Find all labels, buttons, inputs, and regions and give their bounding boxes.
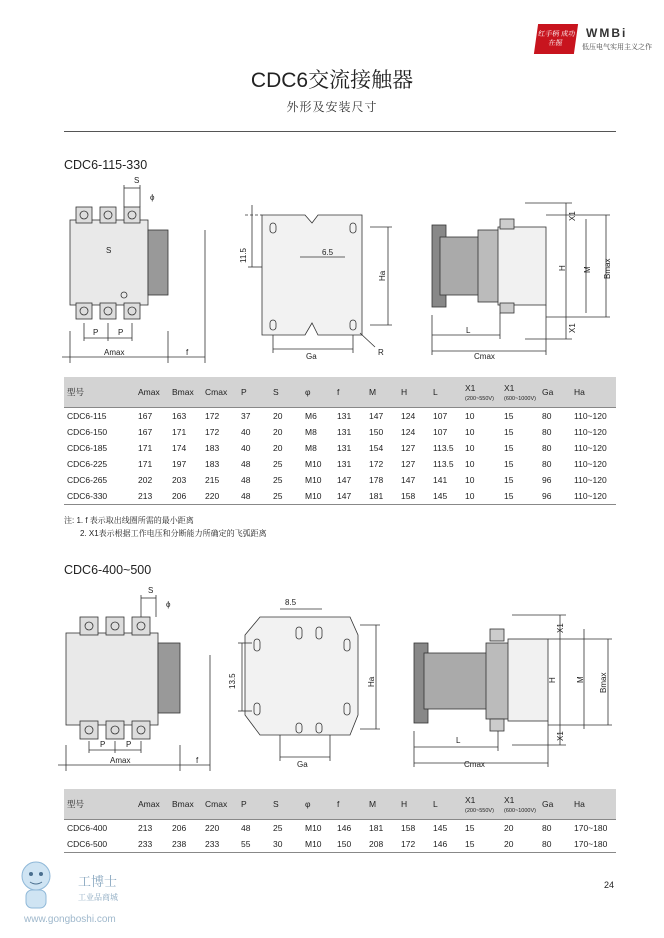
- table-cell: CDC6-265: [67, 475, 108, 485]
- column-header-sub: (200~550V): [465, 807, 494, 814]
- column-header: [238, 789, 270, 820]
- table-cell: 48: [241, 459, 251, 469]
- side-view-drawing: [432, 203, 610, 355]
- column-header: [539, 377, 571, 408]
- dim-Cmax-label: Cmax: [474, 352, 495, 361]
- dim-Ha-label: Ha: [378, 270, 387, 281]
- column-header-label: H: [401, 799, 408, 809]
- table-cell: 183: [205, 459, 220, 469]
- table-cell: CDC6-330: [64, 488, 135, 505]
- dim-M-label-2: M: [576, 676, 585, 683]
- table-cell: M6: [305, 411, 317, 421]
- table-cell: 110~120: [574, 475, 607, 485]
- table-cell: 146: [337, 823, 352, 833]
- table-cell: M10: [305, 823, 322, 833]
- table-cell: 150: [334, 836, 366, 853]
- table-cell: 15: [504, 475, 514, 485]
- table-header-row: [64, 789, 616, 820]
- table-cell: 163: [172, 411, 187, 421]
- table-cell: 170~180: [571, 836, 616, 853]
- table-cell: CDC6-150: [67, 427, 108, 437]
- table-row: [64, 424, 616, 440]
- table-cell: M8: [305, 443, 317, 453]
- table-cell: 203: [172, 475, 187, 485]
- column-header-label: L: [433, 799, 438, 809]
- note-2: 2. X1表示根据工作电压和分断能力所确定的飞弧距离: [80, 529, 267, 538]
- column-header-label: P: [241, 799, 247, 809]
- table-cell: M8: [305, 427, 317, 437]
- table-cell: 110~120: [574, 427, 607, 437]
- column-header-label: 型号: [67, 387, 85, 397]
- column-header: [571, 377, 616, 408]
- column-header-label: M: [369, 799, 377, 809]
- note-1: 注: 1. f 表示取出线圈所需的最小距离: [64, 516, 194, 525]
- column-header: [135, 377, 169, 408]
- dim-H-label-2: H: [548, 677, 557, 683]
- table-cell: 158: [401, 823, 416, 833]
- table-cell: 233: [202, 836, 238, 853]
- table-cell: 146: [430, 836, 462, 853]
- column-header-label: X1: [504, 794, 515, 805]
- column-header-label: Ha: [574, 387, 585, 397]
- brand-slogan: 低压电气实用主义之作: [582, 44, 652, 51]
- table-cell: 154: [369, 443, 384, 453]
- table-cell: 10: [462, 488, 501, 505]
- table-row: [64, 488, 616, 505]
- column-header: [539, 789, 571, 820]
- column-header-sub: (600~1000V): [504, 807, 536, 814]
- page-title: CDC6交流接触器: [250, 69, 414, 92]
- section1-notes: [64, 514, 267, 540]
- brand-name: WMBi: [586, 26, 628, 40]
- column-header: [430, 789, 462, 820]
- table-row: [64, 472, 616, 488]
- dim-phi-label-2: ϕ: [166, 600, 171, 609]
- table-cell: CDC6-115: [67, 411, 107, 421]
- table-cell: 80: [539, 836, 571, 853]
- column-header: [462, 377, 501, 408]
- table-cell: CDC6-400: [67, 823, 108, 833]
- table-row: [64, 408, 616, 425]
- column-header: [366, 377, 398, 408]
- table-cell: 131: [337, 411, 352, 421]
- column-header: [334, 377, 366, 408]
- dim-13-5-label: 13.5: [228, 673, 237, 689]
- column-header-label: X1: [465, 382, 476, 393]
- table-cell: CDC6-225: [67, 459, 108, 469]
- column-header-label: L: [433, 387, 438, 397]
- page-number: 24: [604, 880, 615, 890]
- dim-8-5-label: 8.5: [285, 598, 297, 607]
- table-cell: 145: [433, 823, 448, 833]
- table-cell: 15: [504, 443, 514, 453]
- table-cell: M10: [302, 488, 334, 505]
- dim-11-5-label: 11.5: [239, 248, 248, 263]
- table-cell: 96: [542, 475, 552, 485]
- table-cell: 150: [369, 427, 384, 437]
- watermark-logo: [14, 850, 174, 930]
- table-cell: 15: [465, 823, 475, 833]
- dim-P2-label-2: P: [126, 740, 132, 749]
- table-cell: 167: [138, 427, 153, 437]
- column-header-label: Ha: [574, 799, 585, 809]
- table-cell: 80: [542, 411, 552, 421]
- dim-f-label-2: f: [196, 756, 199, 765]
- table-cell: 220: [205, 823, 220, 833]
- table-cell: 172: [398, 836, 430, 853]
- table-cell: 131: [337, 427, 352, 437]
- column-header: [462, 789, 501, 820]
- dim-S-label-2: S: [148, 586, 154, 595]
- table-cell: 183: [205, 443, 220, 453]
- column-header-label: Bmax: [172, 799, 194, 809]
- column-header: [398, 789, 430, 820]
- column-header: [571, 789, 616, 820]
- column-header: [169, 377, 202, 408]
- table-cell: 170~180: [574, 823, 608, 833]
- dim-X1-bottom-label-2: X1: [556, 731, 565, 741]
- table-cell: 208: [366, 836, 398, 853]
- column-header: [135, 789, 169, 820]
- table-cell: 48: [241, 475, 251, 485]
- table-cell: 107: [433, 411, 448, 421]
- table-cell: 127: [401, 459, 416, 469]
- table-cell: 40: [241, 443, 251, 453]
- column-header-label: Cmax: [205, 799, 228, 809]
- section2-drawings: [0, 585, 664, 785]
- column-header: [302, 789, 334, 820]
- table-row: [64, 440, 616, 456]
- table-cell: 145: [430, 488, 462, 505]
- column-header-label: Ga: [542, 799, 554, 809]
- column-header: [64, 789, 135, 820]
- column-header: [334, 789, 366, 820]
- table-cell: 124: [401, 427, 416, 437]
- dim-Bmax-label-2: Bmax: [599, 672, 608, 693]
- table-cell: 147: [337, 475, 352, 485]
- column-header-label: S: [273, 387, 279, 397]
- mounting-plate-drawing-2: [238, 609, 380, 761]
- table-cell: 10: [465, 427, 475, 437]
- column-header-label: Cmax: [205, 387, 228, 397]
- column-header-label: 型号: [67, 799, 85, 809]
- side-view-drawing-2: [414, 615, 612, 767]
- dim-Ga-label-2: Ga: [297, 760, 308, 769]
- table-cell: 113.5: [433, 459, 454, 469]
- column-header: [501, 377, 539, 408]
- table-cell: 10: [465, 475, 475, 485]
- column-header-label: f: [337, 799, 340, 809]
- section1-title: CDC6-115-330: [64, 158, 148, 172]
- dim-H-label: H: [558, 265, 567, 271]
- table-cell: 15: [504, 411, 514, 421]
- table-cell: 178: [369, 475, 384, 485]
- column-header: [202, 789, 238, 820]
- dim-Ha-label-2: Ha: [367, 676, 376, 687]
- table-cell: 10: [465, 459, 475, 469]
- section1-spec-table: [64, 377, 616, 505]
- table-cell: 37: [241, 411, 251, 421]
- table-cell: 20: [504, 823, 514, 833]
- table-cell: M10: [305, 459, 322, 469]
- section1-drawings: [0, 175, 664, 370]
- table-cell: 147: [401, 475, 416, 485]
- table-cell: 171: [172, 427, 187, 437]
- column-header-label: f: [337, 387, 340, 397]
- column-header: [398, 377, 430, 408]
- table-cell: 238: [169, 836, 202, 853]
- table-cell: 25: [273, 459, 283, 469]
- column-header-label: Amax: [138, 387, 160, 397]
- dim-X1-top-label: X1: [568, 211, 577, 221]
- column-header-label: Bmax: [172, 387, 194, 397]
- column-header-label: P: [241, 387, 247, 397]
- column-header: [169, 789, 202, 820]
- table-cell: M10: [305, 475, 322, 485]
- table-cell: 25: [270, 488, 302, 505]
- header-divider: [64, 131, 616, 132]
- table-cell: 20: [273, 443, 283, 453]
- table-cell: 55: [238, 836, 270, 853]
- column-header-label: M: [369, 387, 377, 397]
- dim-phi-label: ϕ: [150, 193, 155, 202]
- table-cell: 15: [504, 459, 514, 469]
- column-header: [202, 377, 238, 408]
- table-cell: 233: [135, 836, 169, 853]
- column-header-label: S: [273, 799, 279, 809]
- table-cell: 172: [205, 427, 220, 437]
- table-cell: 147: [369, 411, 384, 421]
- table-cell: 107: [433, 427, 448, 437]
- dim-Amax-label: Amax: [104, 348, 125, 357]
- front-view-drawing: [62, 185, 205, 363]
- table-cell: 80: [542, 823, 552, 833]
- dim-Bmax-label: Bmax: [603, 258, 612, 279]
- table-cell: 172: [369, 459, 384, 469]
- table-cell: M10: [302, 836, 334, 853]
- table-cell: 20: [273, 411, 283, 421]
- column-header-label: Ga: [542, 387, 554, 397]
- watermark-tagline: 工业品商城: [78, 893, 118, 902]
- table-cell: 10: [465, 411, 475, 421]
- section2-spec-table: [64, 789, 616, 853]
- dim-L-label-2: L: [456, 736, 461, 745]
- table-cell: 113.5: [433, 443, 454, 453]
- column-header: [238, 377, 270, 408]
- table-cell: 167: [138, 411, 153, 421]
- table-cell: 131: [337, 443, 352, 453]
- column-header-label: X1: [465, 794, 476, 805]
- column-header-label: Amax: [138, 799, 160, 809]
- table-cell: 181: [369, 823, 384, 833]
- table-cell: 181: [366, 488, 398, 505]
- brand-logo: [536, 18, 656, 60]
- table-cell: 48: [241, 823, 251, 833]
- dim-P2-label: P: [118, 328, 124, 337]
- table-cell: 30: [270, 836, 302, 853]
- table-cell: 147: [334, 488, 366, 505]
- column-header-label: X1: [504, 382, 515, 393]
- table-cell: 197: [172, 459, 187, 469]
- table-cell: 213: [138, 823, 153, 833]
- table-cell: 124: [401, 411, 416, 421]
- table-cell: CDC6-185: [67, 443, 108, 453]
- page-subtitle: 外形及安装尺寸: [286, 100, 378, 114]
- brand-badge: 红手柄 成功在握: [534, 24, 578, 54]
- table-cell: 158: [398, 488, 430, 505]
- dim-S-inner-label: S: [106, 246, 112, 255]
- table-cell: CDC6-500: [64, 836, 135, 853]
- column-header-label: φ: [305, 799, 311, 809]
- table-cell: 96: [539, 488, 571, 505]
- dim-X1-top-label-2: X1: [556, 623, 565, 633]
- table-cell: 213: [135, 488, 169, 505]
- dim-L-label: L: [466, 326, 471, 335]
- table-cell: 40: [241, 427, 251, 437]
- column-header: [64, 377, 135, 408]
- table-cell: 110~120: [574, 459, 607, 469]
- table-cell: 110~120: [571, 488, 616, 505]
- table-row: [64, 820, 616, 837]
- table-row: [64, 456, 616, 472]
- watermark-name: 工博士: [78, 874, 118, 889]
- table-cell: 171: [138, 443, 153, 453]
- table-cell: 127: [401, 443, 416, 453]
- table-cell: 206: [169, 488, 202, 505]
- dim-Ga-label: Ga: [306, 352, 317, 361]
- column-header: [501, 789, 539, 820]
- table-cell: 141: [433, 475, 448, 485]
- column-header: [270, 789, 302, 820]
- watermark-url: www.gongboshi.com: [24, 914, 116, 925]
- dim-f-label: f: [186, 348, 189, 357]
- column-header: [430, 377, 462, 408]
- dim-Cmax-label-2: Cmax: [464, 760, 485, 769]
- column-header: [366, 789, 398, 820]
- dim-6-5-label: 6.5: [322, 248, 334, 257]
- table-cell: 206: [172, 823, 187, 833]
- table-cell: 80: [542, 443, 552, 453]
- table-cell: 110~120: [574, 411, 607, 421]
- table-cell: 25: [273, 475, 283, 485]
- table-cell: 10: [465, 443, 475, 453]
- table-cell: 25: [273, 823, 283, 833]
- dim-P1-label-2: P: [100, 740, 106, 749]
- table-cell: 171: [138, 459, 153, 469]
- table-cell: 15: [501, 488, 539, 505]
- dim-M-label: M: [583, 266, 592, 273]
- column-header-sub: (600~1000V): [504, 395, 536, 402]
- table-cell: 202: [138, 475, 153, 485]
- table-cell: 215: [205, 475, 220, 485]
- column-header: [270, 377, 302, 408]
- table-cell: 131: [337, 459, 352, 469]
- dim-S-label: S: [134, 176, 140, 185]
- mounting-plate-drawing: [245, 205, 392, 353]
- column-header-label: H: [401, 387, 408, 397]
- dim-R-label: R: [378, 348, 384, 357]
- column-header-label: φ: [305, 387, 311, 397]
- table-cell: 48: [238, 488, 270, 505]
- table-cell: 110~120: [574, 443, 607, 453]
- dim-P1-label: P: [93, 328, 99, 337]
- table-cell: 20: [501, 836, 539, 853]
- section2-title: CDC6-400~500: [64, 563, 152, 577]
- table-cell: 80: [542, 427, 552, 437]
- front-view-drawing-2: [58, 595, 210, 771]
- dim-X1-bottom-label: X1: [568, 323, 577, 333]
- column-header: [302, 377, 334, 408]
- table-cell: 20: [273, 427, 283, 437]
- table-cell: 172: [205, 411, 220, 421]
- table-cell: 174: [172, 443, 187, 453]
- table-cell: 80: [542, 459, 552, 469]
- column-header-sub: (200~550V): [465, 395, 494, 402]
- table-cell: 15: [504, 427, 514, 437]
- table-cell: 15: [462, 836, 501, 853]
- table-cell: 220: [202, 488, 238, 505]
- table-header-row: [64, 377, 616, 408]
- dim-Amax-label-2: Amax: [110, 756, 131, 765]
